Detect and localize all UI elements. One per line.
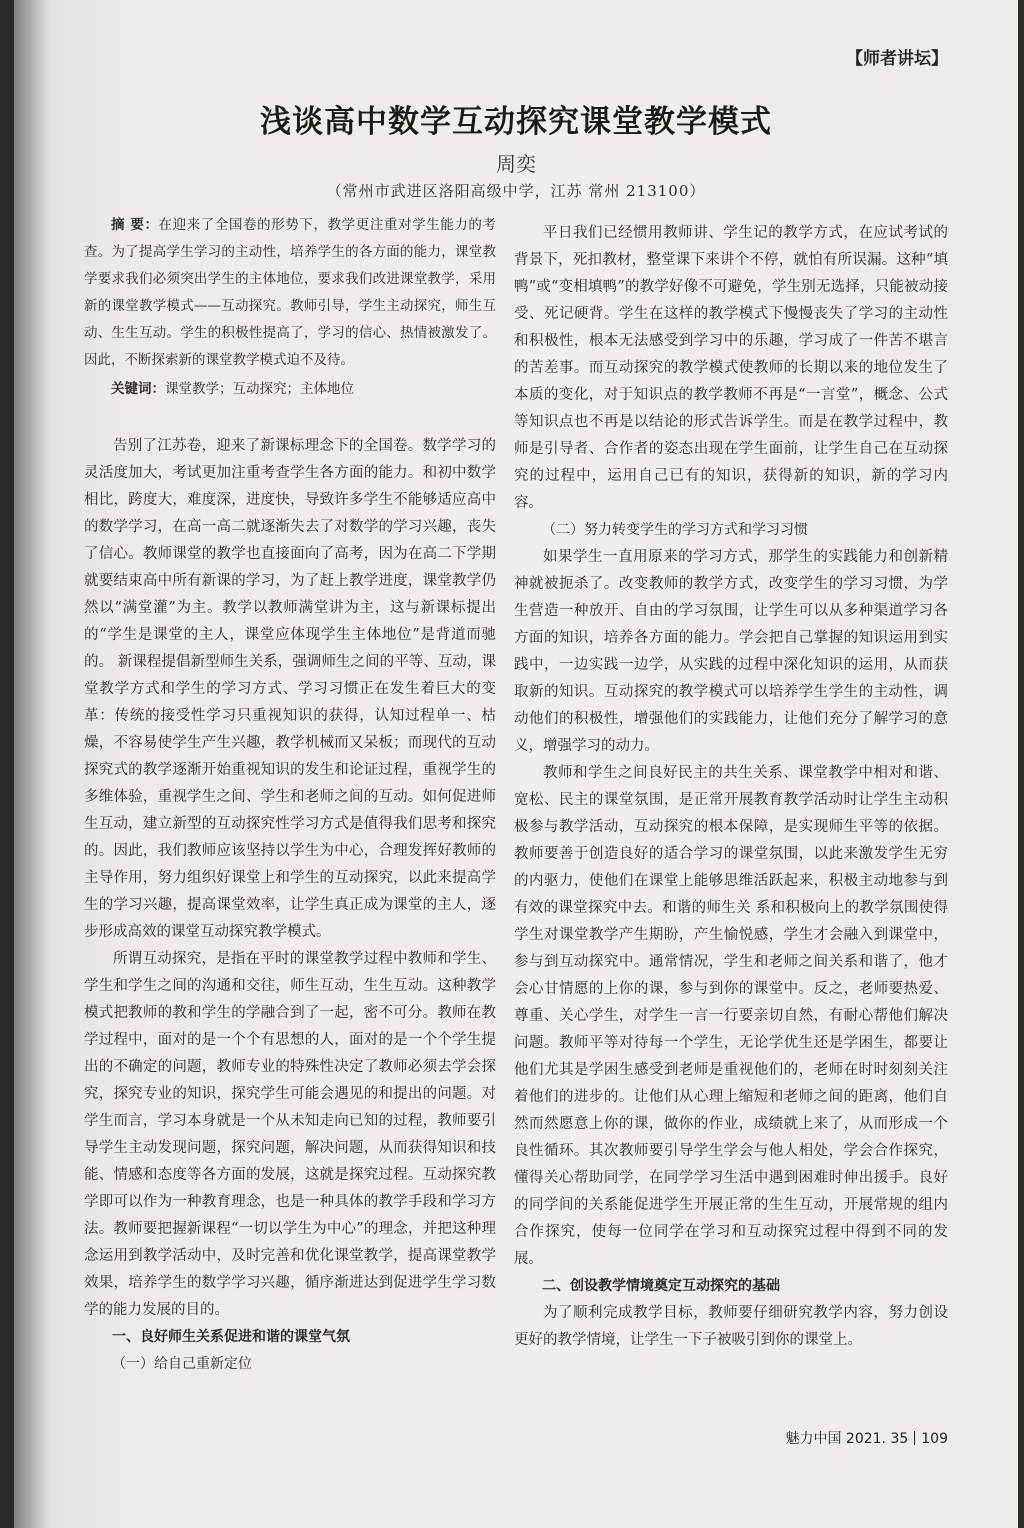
abstract-label: 摘 要：: [111, 217, 159, 233]
section-heading: 二、创设教学情境奠定互动探究的基础: [542, 1278, 780, 1294]
footer-divider: [914, 1431, 915, 1445]
page-footer: [785, 1428, 948, 1448]
spacer: [84, 403, 496, 433]
journal-page: [14, 0, 1018, 1528]
body-paragraph: 教师和学生之间良好民主的共生关系、课堂教学中相对和谐、宽松、民主的课堂氛围，是正常开展教育教学活动时让学生主动积极参与教学活动，互动探究的根本保障，是实现师生平等的依据。教师要善于创造良好的适合学习的课堂氛围，以此来激发学生无穷的内驱力，使他们在课堂上能够思维活跃起来，积极主动地参与到有效的课堂探究中去。和谐的师生关 系和积极向上的教学氛围使得学生对课堂教学产生期盼，产生愉悦感，学生才会融入到课堂中，参与到互动探究中。通常情况，学生和老师之间关系和谐了，他才会心甘情愿的上你的课，参与到你的课堂中。反之，老师要热爱、尊重、关心学生，对学生一言一行要亲切自然，有耐心帮他们解决问题。教师平等对待每一个学生，无论学优生还是学困生，都要让他们尤其是学困生感受到老师是重视他们的，老师在时时刻刻关注着他们的进步的。让他们从心理上缩短和老师之间的距离，他们自然而然愿意上你的课，做你的作业，成绩就上来了，从而形成一个良性循环。其次教师要引导学生学会与他人相处，学会合作探究，懂得关心帮助同学，在同学学习生活中遇到困难时伸出援手。良好的同学间的关系能促进学生开展正常的生生互动，开展常规的组内合作探究，使每一位同学在学习和互动探究过程中得到不同的发展。: [514, 765, 948, 1267]
subsection-heading: （二）努力转变学生的学习方式和学习习惯: [542, 522, 808, 538]
left-column: [84, 212, 496, 1378]
body-paragraph: 所谓互动探究，是指在平时的课堂教学过程中教师和学生、学生和学生之间的沟通和交往，师生互动，生生互动。这种教学模式把教师的教和学生的学融合到了一起，密不可分。教师在教学过程中，面对的是一个个有思想的人，面对的是一个个学生提出的不确定的问题，教师专业的特殊性决定了教师必须去学会探究，探究专业的知识，探究学生可能会遇见的和提出的问题。对学生而言，学习本身就是一个从未知走向已知的过程，教师要引导学生主动发现问题，探究问题，解决问题，从而获得知识和技能、情感和态度等各方面的发展，这就是探究过程。互动探究教学即可以作为一种教育理念，也是一种具体的教学手段和学习方法。教师要把握新课程“一切以学生为中心”的理念，并把这种理念运用到教学活动中，及时完善和优化课堂教学，提高课堂教学效果，培养学生的数学学习兴趣，循序渐进达到促进学生学习数学的能力发展的目的。: [84, 951, 496, 1318]
keywords-text: 课堂教学；互动探究；主体地位: [165, 381, 354, 397]
body-paragraph: 平日我们已经惯用教师讲、学生记的教学方式，在应试考试的背景下，死扣教材，整堂课下来讲个不停，就怕有所误漏。这种“填鸭”或“变相填鸭”的教学好像不可避免，学生别无选择，只能被动接受、死记硬背。学生在这样的教学模式下慢慢丧失了学习的主动性和积极性，根本无法感受到学习中的乐趣，学习成了一件苦不堪言的苦差事。而互动探究的教学模式使教师的长期以来的地位发生了本质的变化，对于知识点的教学教师不再是“一言堂”，概念、公式等知识点也不再是以结论的形式告诉学生。而是在教学过程中，教师是引导者、合作者的姿态出现在学生面前，让学生自己在互动探究的过程中，运用自己已有的知识，获得新的知识，新的学习内容。: [514, 225, 948, 511]
body-paragraph: 为了顺利完成教学目标，教师要仔细研究教学内容，努力创设更好的教学情境，让学生一下子被吸引到你的课堂上。: [514, 1305, 948, 1348]
section-heading: 一、良好师生关系促进和谐的课堂气氛: [112, 1329, 350, 1345]
author-affiliation: （常州市武进区洛阳高级中学，江苏 常州 213100）: [326, 182, 706, 200]
column-tag: 【师者讲坛】: [846, 49, 948, 69]
abstract: [84, 212, 496, 374]
article-author: 周奕: [496, 152, 536, 176]
binding-shadow: [14, 0, 50, 1528]
article-title: 浅谈高中数学互动探究课堂教学模式: [260, 104, 772, 140]
body-paragraph: 如果学生一直用原来的学习方式，那学生的实践能力和创新精神就被扼杀了。改变教师的教学方式，改变学生的学习习惯，为学生营造一种放开、自由的学习氛围，让学生可以从多种渠道学习各方面的知识，培养各方面的能力。学会把自己掌握的知识运用到实践中，一边实践一边学，从实践的过程中深化知识的运用，从而获取新的知识。互动探究的教学模式可以培养学生学生的主动性，调动他们的积极性，增强他们的实践能力，让他们充分了解学习的意义，增强学习的动力。: [514, 549, 948, 754]
right-column: [514, 220, 948, 1354]
keywords: [84, 376, 496, 403]
abstract-text: 在迎来了全国卷的形势下，教学更注重对学生能力的考查。为了提高学生学习的主动性，培养学生的各方面的能力，课堂教学要求我们必须突出学生的主体地位，要求我们改进课堂教学，采用新的课堂教学模式——互动探究。教师引导，学生主动探究，师生互动、生生互动。学生的积极性提高了，学习的信心、热情被激发了。因此，不断探索新的课堂教学模式迫不及待。: [84, 217, 497, 368]
keywords-label: 关键词：: [111, 381, 165, 397]
body-paragraph: 告别了江苏卷，迎来了新课标理念下的全国卷。数学学习的灵活度加大，考试更加注重考查学生各方面的能力。和初中数学相比，跨度大，难度深，进度快，导致许多学生不能够适应高中的数学学习，在高一高二就逐渐失去了对数学的学习兴趣，丧失了信心。教师课堂的教学也直接面向了高考，因为在高二下学期就要结束高中所有新课的学习，为了赶上教学进度，课堂教学仍然以“满堂灌”为主。教学以教师满堂讲为主，这与新课标提出的“学生是课堂的主人，课堂应体现学生主体地位”是背道而驰的。 新课程提倡新型师生关系，强调师生之间的平等、互动，课堂教学方式和学生的学习方式、学习习惯正在发生着巨大的变革：传统的接受性学习只重视知识的获得，认知过程单一、枯燥，不容易使学生产生兴趣，教学机械而又呆板；而现代的互动探究式的教学逐渐开始重视知识的发生和论证过程，重视学生的多维体验，重视学生之间、学生和老师之间的互动。如何促进师生互动，建立新型的互动探究性学习方式是值得我们思考和探究的。因此，我们教师应该坚持以学生为中心，合理发挥好教师的主导作用，努力组织好课堂上和学生的互动探究，以此来提高学生的学习兴趣，提高课堂效率，让学生真正成为课堂的主人，逐步形成高效的课堂互动探究教学模式。: [84, 438, 496, 940]
magazine-issue: 魅力中国 2021. 35: [785, 1431, 909, 1447]
subsection-heading: （一）给自己重新定位: [112, 1356, 252, 1372]
page-number: 109: [921, 1431, 948, 1447]
